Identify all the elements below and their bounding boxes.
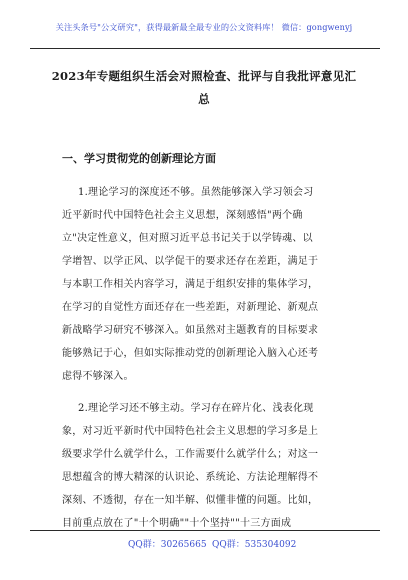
paragraph-line: 能够熟记于心，但如实际推动党的创新理论入脑入心还考	[62, 348, 319, 359]
document-title-line-2: 总	[198, 92, 210, 106]
paragraph-line: 深刻、不透彻，存在一知半解、似懂非懂的问题。比如，	[62, 495, 319, 506]
paragraph-line: 立"决定性意义，但对照习近平总书记关于以学铸魂、以	[62, 233, 313, 244]
document-title-line-1: 2023年专题组织生活会对照检查、批评与自我批评意见汇	[51, 69, 357, 83]
paragraph-line: 1.理论学习的深度还不够。虽然能够深入学习领会习	[78, 187, 314, 198]
paragraph-line: 在学习的自觉性方面还存在一些差距，对新理论、新观点	[62, 302, 319, 313]
paragraph-line: 级要求学什么就学什么，工作需要什么就学什么；对这一	[62, 449, 319, 460]
paragraph-line: 学增智、以学正风、以学促干的要求还存在差距，满足于	[62, 256, 319, 267]
header-divider	[30, 48, 380, 49]
header-banner: 关注头条号"公文研究"，获得最新最全最专业的公文资料库！ 微信：gongwenyj	[55, 22, 353, 32]
footer-qq-group-1: QQ群：30265665	[128, 540, 207, 550]
section-heading: 一、学习贯彻党的创新理论方面	[62, 152, 216, 165]
paragraph-line: 近平新时代中国特色社会主义思想，深刻感悟"两个确	[62, 210, 303, 221]
paragraph-line: 目前重点放在了"十个明确""十个坚持""十三方面成	[62, 518, 292, 529]
paragraph-line: 思想蕴含的博大精深的认识论、系统论、方法论理解得不	[62, 472, 319, 483]
footer-divider	[30, 530, 380, 531]
footer-qq-group-2: QQ群：535304092	[212, 540, 297, 550]
paragraph-line: 新战略学习研究不够深入。如虽然对主题教育的目标要求	[62, 325, 319, 336]
paragraph-line: 象，对习近平新时代中国特色社会主义思想的学习多是上	[62, 426, 319, 437]
paragraph-line: 虑得不够深入。	[62, 371, 134, 382]
paragraph-line: 与本职工作相关内容学习，满足于组织安排的集体学习，	[62, 279, 319, 290]
paragraph-line: 2.理论学习还不够主动。学习存在碎片化、浅表化现	[78, 403, 314, 414]
